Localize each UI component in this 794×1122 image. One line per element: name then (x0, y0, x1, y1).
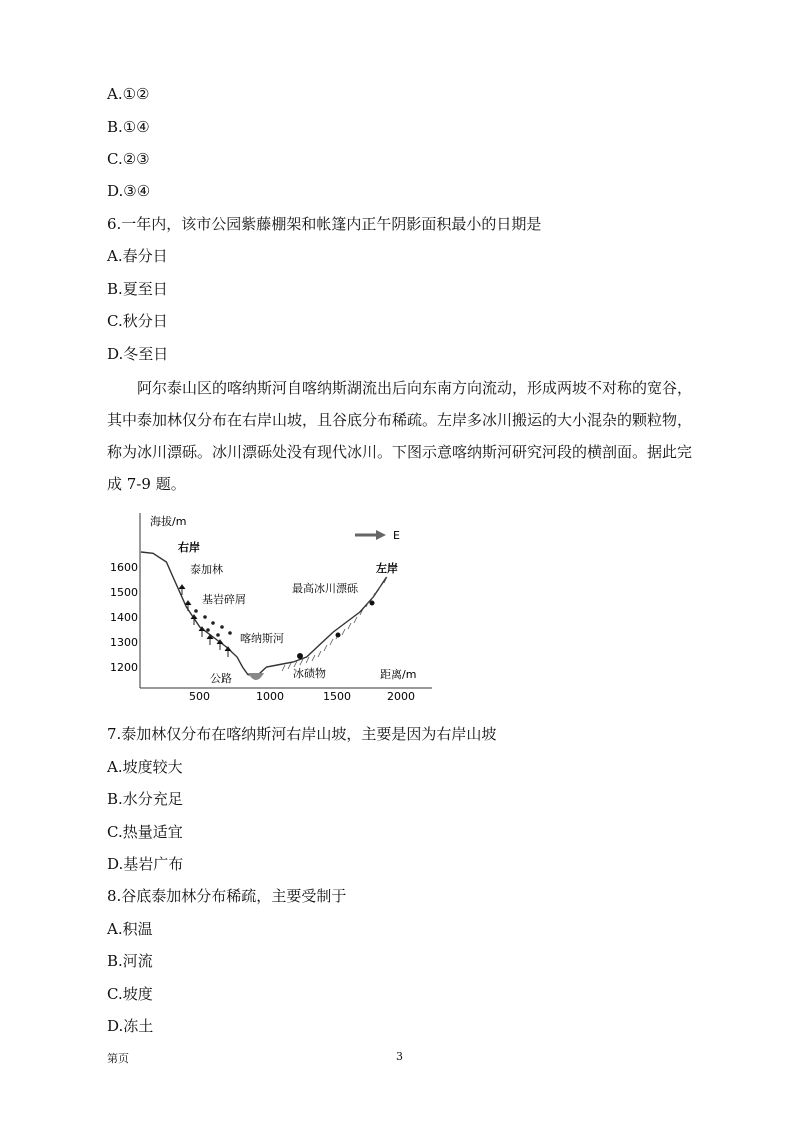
x-tick-labels (189, 690, 415, 703)
bedrock-debris (194, 609, 232, 637)
q6-option-d: D.冬至日 (107, 345, 169, 363)
q5-option-b: B.①④ (107, 118, 150, 136)
tree (217, 640, 223, 650)
debris-dot (220, 625, 224, 629)
x-tick-1000: 1000 (256, 690, 284, 703)
y-tick-1300: 1300 (110, 636, 138, 649)
y-axis-label: 海拔/m (150, 515, 187, 528)
moraine-label: 冰碛物 (293, 667, 326, 680)
tree (191, 615, 197, 625)
direction-label: E (393, 529, 400, 542)
q8-option-a: A.积温 (107, 920, 153, 938)
x-tick-500: 500 (189, 690, 210, 703)
debris-dot (203, 615, 207, 619)
y-tick-labels (110, 561, 138, 674)
x-tick-1500: 1500 (323, 690, 351, 703)
east-arrow (355, 529, 400, 542)
bedrock-label: 基岩碎屑 (202, 593, 246, 606)
boulder (297, 653, 303, 659)
profile-line (141, 552, 387, 676)
q5-option-c: C.②③ (107, 150, 150, 168)
right-bank-label: 右岸 (178, 541, 200, 554)
y-tick-1200: 1200 (110, 661, 138, 674)
q7-stem: 7.泰加林仅分布在喀纳斯河右岸山坡，主要是因为右岸山坡 (107, 725, 497, 743)
q8-stem: 8.谷底泰加林分布稀疏，主要受制于 (107, 887, 347, 905)
q7-option-b: B.水分充足 (107, 790, 183, 808)
river-water (248, 673, 264, 680)
q6-option-c: C.秋分日 (107, 312, 168, 330)
q5-option-d: D.③④ (107, 182, 151, 200)
q8-option-c: C.坡度 (107, 985, 153, 1003)
passage: 阿尔泰山区的喀纳斯河自喀纳斯湖流出后向东南方向流动，形成两坡不对称的宽谷，其中泰加林仅分布在右岸山坡，且谷底分布稀疏。左岸多冰川搬运的大小混杂的颗粒物，称为冰川漂砾。冰川漂砾处没有现代冰川。下图示意喀纳斯河研究河段的横剖面。据此完成 7-9 题。 (107, 379, 693, 493)
q8-option-d: D.冻土 (107, 1017, 154, 1035)
q6-option-a: A.春分日 (107, 247, 168, 265)
boulder (370, 601, 375, 606)
arrow-head (376, 530, 386, 540)
q7-option-a: A.坡度较大 (107, 758, 183, 776)
debris-dot (211, 621, 215, 625)
tree (225, 647, 231, 657)
y-tick-1500: 1500 (110, 586, 138, 599)
river-label: 喀纳斯河 (240, 632, 284, 645)
taiga-label: 泰加林 (190, 563, 223, 576)
y-tick-1400: 1400 (110, 611, 138, 624)
cross-section-svg (110, 505, 440, 703)
tree (199, 627, 205, 637)
left-bank-label: 左岸 (376, 562, 398, 575)
boulder (336, 633, 341, 638)
debris-dot (194, 609, 198, 613)
x-axis-label: 距离/m (380, 668, 417, 681)
x-tick-2000: 2000 (387, 690, 415, 703)
q6-option-b: B.夏至日 (107, 280, 168, 298)
footer-label: 第页 (107, 1052, 129, 1065)
boulder-label: 最高冰川漂砾 (292, 582, 358, 595)
q7-option-d: D.基岩广布 (107, 855, 184, 873)
page-number: 3 (396, 1050, 403, 1063)
q6-stem: 6.一年内，该市公园紫藤棚架和帐篷内正午阴影面积最小的日期是 (107, 215, 542, 233)
debris-dot (216, 633, 220, 637)
q8-option-b: B.河流 (107, 952, 153, 970)
debris-dot (228, 631, 232, 635)
q7-option-c: C.热量适宜 (107, 823, 183, 841)
road-label: 公路 (210, 672, 232, 685)
y-tick-1600: 1600 (110, 561, 138, 574)
cross-section-figure (110, 505, 440, 703)
q5-option-a: A.①② (107, 85, 150, 103)
debris-dot (206, 628, 210, 632)
